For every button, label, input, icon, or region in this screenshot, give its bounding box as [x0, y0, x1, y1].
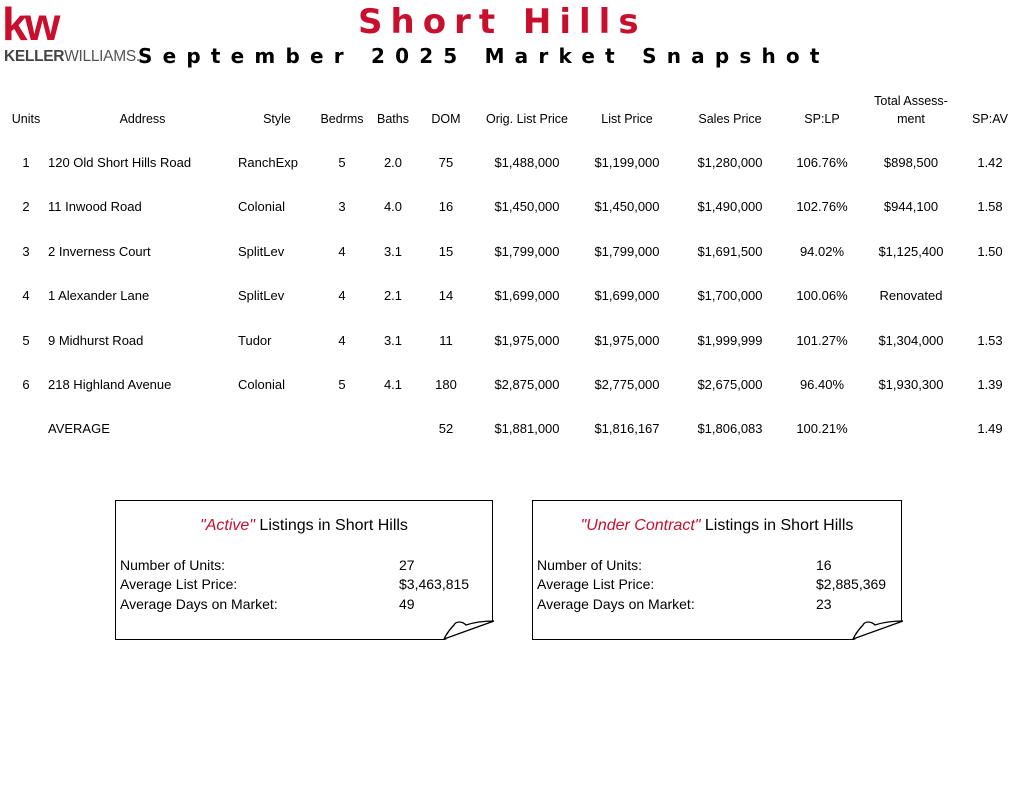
- header-baths: Baths: [377, 112, 409, 126]
- cell-sp-lp: 101.27%: [796, 333, 848, 348]
- cell-dom: 14: [438, 288, 454, 303]
- cell-unit: 4: [22, 288, 30, 303]
- cell-baths: 3.1: [383, 244, 403, 259]
- cell-dom: 15: [438, 244, 454, 259]
- cell-unit: 3: [22, 244, 30, 259]
- page-title: Short Hills: [358, 2, 647, 42]
- cell-style: RanchExp: [238, 155, 298, 170]
- cell-sp-av: 1.53: [977, 333, 1003, 348]
- header-total-assessment: Total Assess- ment: [874, 94, 948, 126]
- cell-orig-list-price: $2,875,000: [494, 377, 560, 392]
- cell-baths: 4.1: [383, 377, 403, 392]
- svg-text:kw: kw: [2, 4, 58, 46]
- cell-style: SplitLev: [238, 244, 285, 259]
- cell-dom: 75: [438, 155, 454, 170]
- cell-total-assessment: $898,500: [883, 155, 939, 170]
- average-sp-av: 1.49: [977, 421, 1003, 436]
- cell-unit: 1: [22, 155, 30, 170]
- average-sales-price: $1,806,083: [697, 421, 763, 436]
- keller-williams-logo: [2, 4, 140, 66]
- cell-baths: 3.1: [383, 333, 403, 348]
- cell-sales-price: $1,280,000: [697, 155, 763, 170]
- cell-orig-list-price: $1,799,000: [494, 244, 560, 259]
- cell-address: 9 Midhurst Road: [48, 333, 144, 348]
- contract-dom-value: 23: [816, 596, 832, 612]
- header-sales-price: Sales Price: [698, 112, 762, 126]
- cell-sales-price: $2,675,000: [697, 377, 763, 392]
- cell-orig-list-price: $1,450,000: [494, 199, 560, 214]
- under-contract-listings-box: [532, 500, 902, 640]
- header-bedrms: Bedrms: [320, 112, 364, 126]
- cell-bedrms: 4: [338, 288, 346, 303]
- header-address: Address: [119, 112, 166, 126]
- average-sp-lp: 100.21%: [796, 421, 848, 436]
- cell-list-price: $1,975,000: [594, 333, 660, 348]
- active-listings-box: [115, 500, 493, 640]
- kw-logo-mark: [2, 4, 64, 46]
- cell-sp-av: 1.42: [977, 155, 1003, 170]
- cell-sp-lp: 94.02%: [799, 244, 845, 259]
- header-list-price: List Price: [601, 112, 653, 126]
- cell-total-assessment: Renovated: [879, 288, 943, 303]
- cell-sales-price: $1,490,000: [697, 199, 763, 214]
- average-dom: 52: [438, 421, 454, 436]
- active-units-value: 27: [399, 557, 415, 573]
- cell-sp-av: 1.39: [977, 377, 1003, 392]
- cell-list-price: $1,199,000: [594, 155, 660, 170]
- cell-sp-av: 1.58: [977, 199, 1003, 214]
- cell-address: 2 Inverness Court: [48, 244, 151, 259]
- cell-sp-lp: 102.76%: [796, 199, 848, 214]
- cell-list-price: $1,799,000: [594, 244, 660, 259]
- cell-total-assessment: $1,125,400: [878, 244, 944, 259]
- active-price-label: Average List Price:: [120, 576, 238, 592]
- cell-sales-price: $1,999,999: [697, 333, 763, 348]
- cell-sp-lp: 96.40%: [799, 377, 845, 392]
- contract-price-value: $2,885,369: [816, 576, 887, 592]
- average-orig-list-price: $1,881,000: [494, 421, 560, 436]
- cell-total-assessment: $1,304,000: [878, 333, 944, 348]
- cell-dom: 180: [435, 377, 457, 392]
- cell-orig-list-price: $1,488,000: [494, 155, 560, 170]
- cell-bedrms: 4: [338, 333, 346, 348]
- cell-unit: 5: [22, 333, 30, 348]
- header-sp-av: SP:AV: [972, 112, 1008, 126]
- cell-bedrms: 5: [338, 155, 346, 170]
- cell-sales-price: $1,691,500: [697, 244, 763, 259]
- cell-sales-price: $1,700,000: [697, 288, 763, 303]
- cell-sp-lp: 100.06%: [796, 288, 848, 303]
- header-orig-list-price: Orig. List Price: [486, 112, 568, 126]
- cell-bedrms: 5: [338, 377, 346, 392]
- cell-total-assessment: $1,930,300: [878, 377, 944, 392]
- cell-sp-av: 1.50: [977, 244, 1003, 259]
- cell-orig-list-price: $1,975,000: [494, 333, 560, 348]
- header-units: Units: [11, 112, 41, 126]
- cell-address: 120 Old Short Hills Road: [48, 155, 192, 170]
- header-sp-lp: SP:LP: [804, 112, 840, 126]
- cell-address: 11 Inwood Road: [48, 199, 142, 214]
- header-style: Style: [263, 112, 291, 126]
- active-dom-value: 49: [399, 596, 415, 612]
- cell-baths: 2.1: [383, 288, 403, 303]
- cell-address: 218 Highland Avenue: [48, 377, 172, 392]
- active-dom-label: Average Days on Market:: [120, 596, 278, 612]
- cell-baths: 2.0: [383, 155, 403, 170]
- logo-brand-text: KELLERWILLIAMS.: [4, 48, 140, 65]
- contract-units-value: 16: [816, 557, 832, 573]
- cell-address: 1 Alexander Lane: [48, 288, 150, 303]
- cell-list-price: $1,450,000: [594, 199, 660, 214]
- cell-style: Tudor: [238, 333, 272, 348]
- active-box-title: "Active" Listings in Short Hills: [200, 517, 408, 534]
- cell-unit: 2: [22, 199, 30, 214]
- cell-dom: 16: [438, 199, 454, 214]
- contract-units-label: Number of Units:: [537, 557, 643, 573]
- page-curl-icon: [442, 619, 494, 641]
- contract-price-label: Average List Price:: [537, 576, 655, 592]
- cell-unit: 6: [22, 377, 30, 392]
- cell-style: Colonial: [238, 199, 285, 214]
- cell-sp-lp: 106.76%: [796, 155, 848, 170]
- cell-style: SplitLev: [238, 288, 285, 303]
- average-label: AVERAGE: [48, 421, 110, 436]
- cell-dom: 11: [439, 333, 453, 348]
- contract-dom-label: Average Days on Market:: [537, 596, 695, 612]
- cell-list-price: $1,699,000: [594, 288, 660, 303]
- page-subtitle: September 2025 Market Snapshot: [138, 44, 830, 68]
- cell-list-price: $2,775,000: [594, 377, 660, 392]
- cell-bedrms: 4: [338, 244, 346, 259]
- cell-orig-list-price: $1,699,000: [494, 288, 560, 303]
- page-curl-icon: [851, 619, 903, 641]
- active-price-value: $3,463,815: [399, 576, 470, 592]
- cell-style: Colonial: [238, 377, 285, 392]
- contract-box-title: "Under Contract" Listings in Short Hills: [580, 517, 854, 534]
- cell-total-assessment: $944,100: [883, 199, 939, 214]
- average-list-price: $1,816,167: [594, 421, 660, 436]
- header-dom: DOM: [431, 112, 461, 126]
- cell-bedrms: 3: [338, 199, 346, 214]
- cell-baths: 4.0: [383, 199, 403, 214]
- active-units-label: Number of Units:: [120, 557, 226, 573]
